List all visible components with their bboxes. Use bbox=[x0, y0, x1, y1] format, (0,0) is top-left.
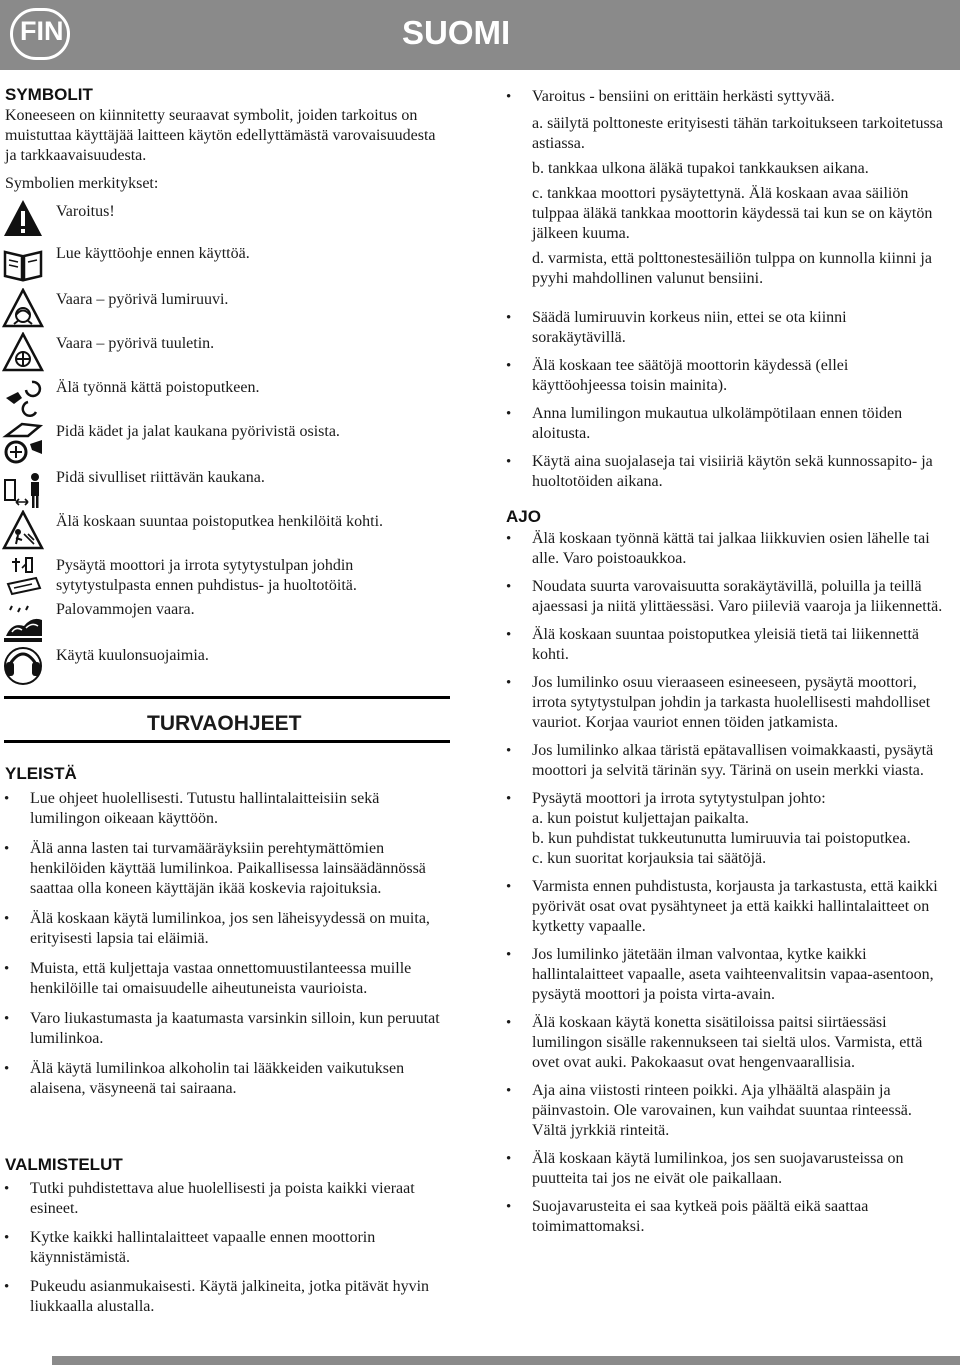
list-item: • Jos lumilinko jätetään ilman valvontaa, kytke kaikki hallintalaitteet vapaalle, aseta vaihteenvalitsin vapaa-asentoon, pysäytä moottori ja poista virta-avain. bbox=[506, 945, 944, 1005]
list-item: • Älä koskaan käytä lumilinkoa, jos sen läheisyydessä on muita, erityisesti lapsia tai eläimiä. bbox=[4, 909, 450, 949]
list-item: • Jos lumilinko osuu vieraaseen esineeseen, pysäytä moottori, irrota sytytystulpan johdin ja tarkasta huolellisesti mahdolliset vauriot. Korjaa vauriot ennen töiden jatkamista. bbox=[506, 673, 944, 733]
subitem-a: a. säilytä polttoneste erityisesti tähän tarkoitukseen tarkoitetussa astiassa. bbox=[532, 115, 943, 152]
symbol-row bbox=[0, 240, 450, 286]
stop-b: b. kun puhdistat tukkeutunutta lumiruuvia tai poistoputkea. bbox=[532, 830, 911, 847]
stop-c: c. kun suoritat korjauksia tai säätöjä. bbox=[532, 850, 767, 867]
symbolit-heading: SYMBOLIT bbox=[5, 85, 93, 104]
symbol-label: Älä työnnä kättä poistoputkeen. bbox=[56, 379, 260, 396]
list-item: • Suojavarusteita ei saa kytkeä pois päältä eikä saattaa toimimattomaksi. bbox=[506, 1197, 944, 1237]
warning-triangle-icon bbox=[2, 198, 44, 240]
list-item: • Älä käytä lumilinkoa alkoholin tai lääkkeiden vaikutuksen alaisena, väsyneenä tai sairaana. bbox=[4, 1059, 450, 1099]
section-rule-bottom bbox=[4, 740, 450, 743]
list-item: • Kytke kaikki hallintalaitteet vapaalle ennen moottorin käynnistämistä. bbox=[4, 1228, 450, 1268]
list-item: • Anna lumilingon mukautua ulkolämpötilaan ennen töiden aloitusta. bbox=[506, 404, 944, 444]
symbol-row bbox=[0, 286, 450, 332]
list-item: • Varoitus - bensiini on erittäin herkästi syttyvää. bbox=[506, 87, 944, 107]
section-rule-top bbox=[4, 696, 450, 699]
open-book-icon bbox=[2, 244, 44, 286]
rotating-auger-icon bbox=[2, 288, 44, 330]
language-code: FIN bbox=[20, 16, 64, 46]
subitem-d: d. varmista, että polttonestesäiliön tulppa on kunnolla kiinni ja pyyhi mahdollinen valunut bensiini. bbox=[532, 250, 932, 287]
symbol-label: Lue käyttöohje ennen käyttöä. bbox=[56, 245, 250, 262]
ajo-list bbox=[506, 529, 944, 1237]
symbol-label: Varoitus! bbox=[56, 203, 115, 220]
ear-protection-icon bbox=[2, 642, 44, 690]
symbol-label: Pysäytä moottori ja irrota sytytystulpan johdin sytytystulpasta ennen puhdistus- ja huoltotöitä. bbox=[56, 557, 357, 594]
list-item: • Älä koskaan työnnä kättä tai jalkaa liikkuvien osien lähelle tai alle. Varo poistoaukkoa. bbox=[506, 529, 944, 569]
list-item: • Käytä aina suojalaseja tai visiiriä käytön sekä kunnossapito- ja huoltotöiden aikana. bbox=[506, 452, 944, 492]
symbol-label: Älä koskaan suuntaa poistoputkea henkilöitä kohti. bbox=[56, 513, 384, 530]
symbol-row bbox=[0, 196, 450, 242]
symbol-row bbox=[0, 330, 450, 376]
symbolit-meanings: Symbolien merkitykset: bbox=[5, 175, 159, 192]
no-hand-chute-icon bbox=[2, 376, 44, 418]
list-item: • Älä anna lasten tai turvamääräyksiin perehtymättömien henkilöiden käyttää lumilinkoa. Paikallisessa lainsäädännössä saattaa olla koneen käyttäjän ikää koskevia rajoituksia. bbox=[4, 839, 450, 899]
list-item: • Varmista ennen puhdistusta, korjausta ja tarkastusta, että kaikki pyörivät osat ovat pysähtyneet ja että kaikki hallintalaitteet on kytketty vapaalle. bbox=[506, 877, 944, 937]
list-item: • Muista, että kuljettaja vastaa onnettomuustilanteessa muille henkilöille tai omaisuudelle aiheutuneista vaurioista. bbox=[4, 959, 450, 999]
burn-hazard-icon bbox=[2, 602, 44, 644]
list-item bbox=[506, 789, 944, 869]
symbolit-intro: Koneeseen on kiinnitetty seuraavat symbolit, joiden tarkoitus on muistuttaa käyttäjää laitteen käytön edellyttämästä varovaisuudesta ja tarkkaavaisuudesta. bbox=[5, 107, 436, 164]
yleista-list bbox=[4, 789, 450, 1099]
keep-distance-icon bbox=[2, 470, 44, 512]
spark-plug-icon bbox=[2, 554, 44, 600]
rotating-fan-icon bbox=[2, 332, 44, 374]
symbol-row bbox=[0, 464, 450, 510]
symbol-label: Pidä sivulliset riittävän kaukana. bbox=[56, 469, 265, 486]
valmistelut-list bbox=[4, 1179, 450, 1317]
symbol-row bbox=[0, 418, 450, 468]
symbol-label: Pidä kädet ja jalat kaukana pyörivistä osista. bbox=[56, 423, 340, 440]
fuel-subitems bbox=[532, 114, 944, 289]
list-item: • Lue ohjeet huolellisesti. Tutustu hallintalaitteisiin sekä lumilingon oikeaan käyttöön. bbox=[4, 789, 450, 829]
subitem-c: c. tankkaa moottori pysäytettynä. Älä koskaan avaa säiliön tulppaa äläkä tankkaa moottorin käydessä tai kun se on käytön jälkeen kuuma. bbox=[532, 185, 933, 242]
list-item: • Noudata suurta varovaisuutta sorakäytävillä, poluilla ja teillä ajaessasi ja niitä ylittäessäsi. Varo piileviä vaaroja ja liikennettä. bbox=[506, 577, 944, 617]
list-item: • Älä koskaan käytä lumilinkoa, jos sen suojavarusteissa on puutteita tai jos ne eivät ole paikallaan. bbox=[506, 1149, 944, 1189]
subitem-b: b. tankkaa ulkona äläkä tupakoi tankkauksen aikana. bbox=[532, 160, 869, 177]
symbol-label: Käytä kuulonsuojaimia. bbox=[56, 647, 209, 664]
discharge-hazard-icon bbox=[2, 510, 44, 552]
symbol-row bbox=[0, 554, 450, 604]
hands-feet-away-icon bbox=[2, 420, 44, 466]
symbol-row bbox=[0, 508, 450, 554]
list-item: • Jos lumilinko alkaa täristä epätavallisen voimakkaasti, pysäytä moottori ja selvitä tärinän syy. Tärinä on usein merkki viasta. bbox=[506, 741, 944, 781]
ajo-heading: AJO bbox=[506, 507, 541, 526]
prep-list bbox=[506, 308, 944, 492]
list-item: • Tutki puhdistettava alue huolellisesti ja poista kaikki vieraat esineet. bbox=[4, 1179, 450, 1219]
list-item: • Älä koskaan tee säätöjä moottorin käydessä (ellei käyttöohjeessa toisin mainita). bbox=[506, 356, 944, 396]
symbol-label: Palovammojen vaara. bbox=[56, 601, 195, 618]
list-item: • Älä koskaan käytä konetta sisätiloissa paitsi siirtäessäsi lumilingon sisälle rakennukseen tai sieltä ulos. Varmista, että ovet ovat auki. Pakokaasut ovat hengenvaarallisia. bbox=[506, 1013, 944, 1073]
fuel-warning-list bbox=[506, 87, 944, 107]
list-item: • Aja aina viistosti rinteen poikki. Aja ylhäältä alaspäin ja päinvastoin. Ole varovainen, kun vaihdat suuntaa rinteessä. Vältä jyrkkiä rinteitä. bbox=[506, 1081, 944, 1141]
valmistelut-heading: VALMISTELUT bbox=[5, 1155, 123, 1174]
symbol-row bbox=[0, 374, 450, 420]
symbol-label: Vaara – pyörivä lumiruuvi. bbox=[56, 291, 229, 308]
symbol-row bbox=[0, 600, 450, 646]
list-item: • Varo liukastumasta ja kaatumasta varsinkin silloin, kun peruutat lumilinkoa. bbox=[4, 1009, 450, 1049]
yleista-heading: YLEISTÄ bbox=[5, 764, 77, 783]
list-item: • Pukeudu asianmukaisesti. Käytä jalkineita, jotka pitävät hyvin liukkaalla alustalla. bbox=[4, 1277, 450, 1317]
turvaohjeet-heading: TURVAOHJEET bbox=[147, 712, 302, 735]
list-item: • Säädä lumiruuvin korkeus niin, ettei se ota kiinni sorakäytävillä. bbox=[506, 308, 944, 348]
symbol-label: Vaara – pyörivä tuuletin. bbox=[56, 335, 215, 352]
footer-bar bbox=[52, 1356, 960, 1365]
symbol-row bbox=[0, 642, 450, 692]
list-item: • Älä koskaan suuntaa poistoputkea yleisiä tietä tai liikennettä kohti. bbox=[506, 625, 944, 665]
stop-intro: Pysäytä moottori ja irrota sytytystulpan johto: bbox=[532, 790, 826, 807]
stop-a: a. kun poistut kuljettajan paikalta. bbox=[532, 810, 749, 827]
language-title: SUOMI bbox=[402, 14, 511, 51]
